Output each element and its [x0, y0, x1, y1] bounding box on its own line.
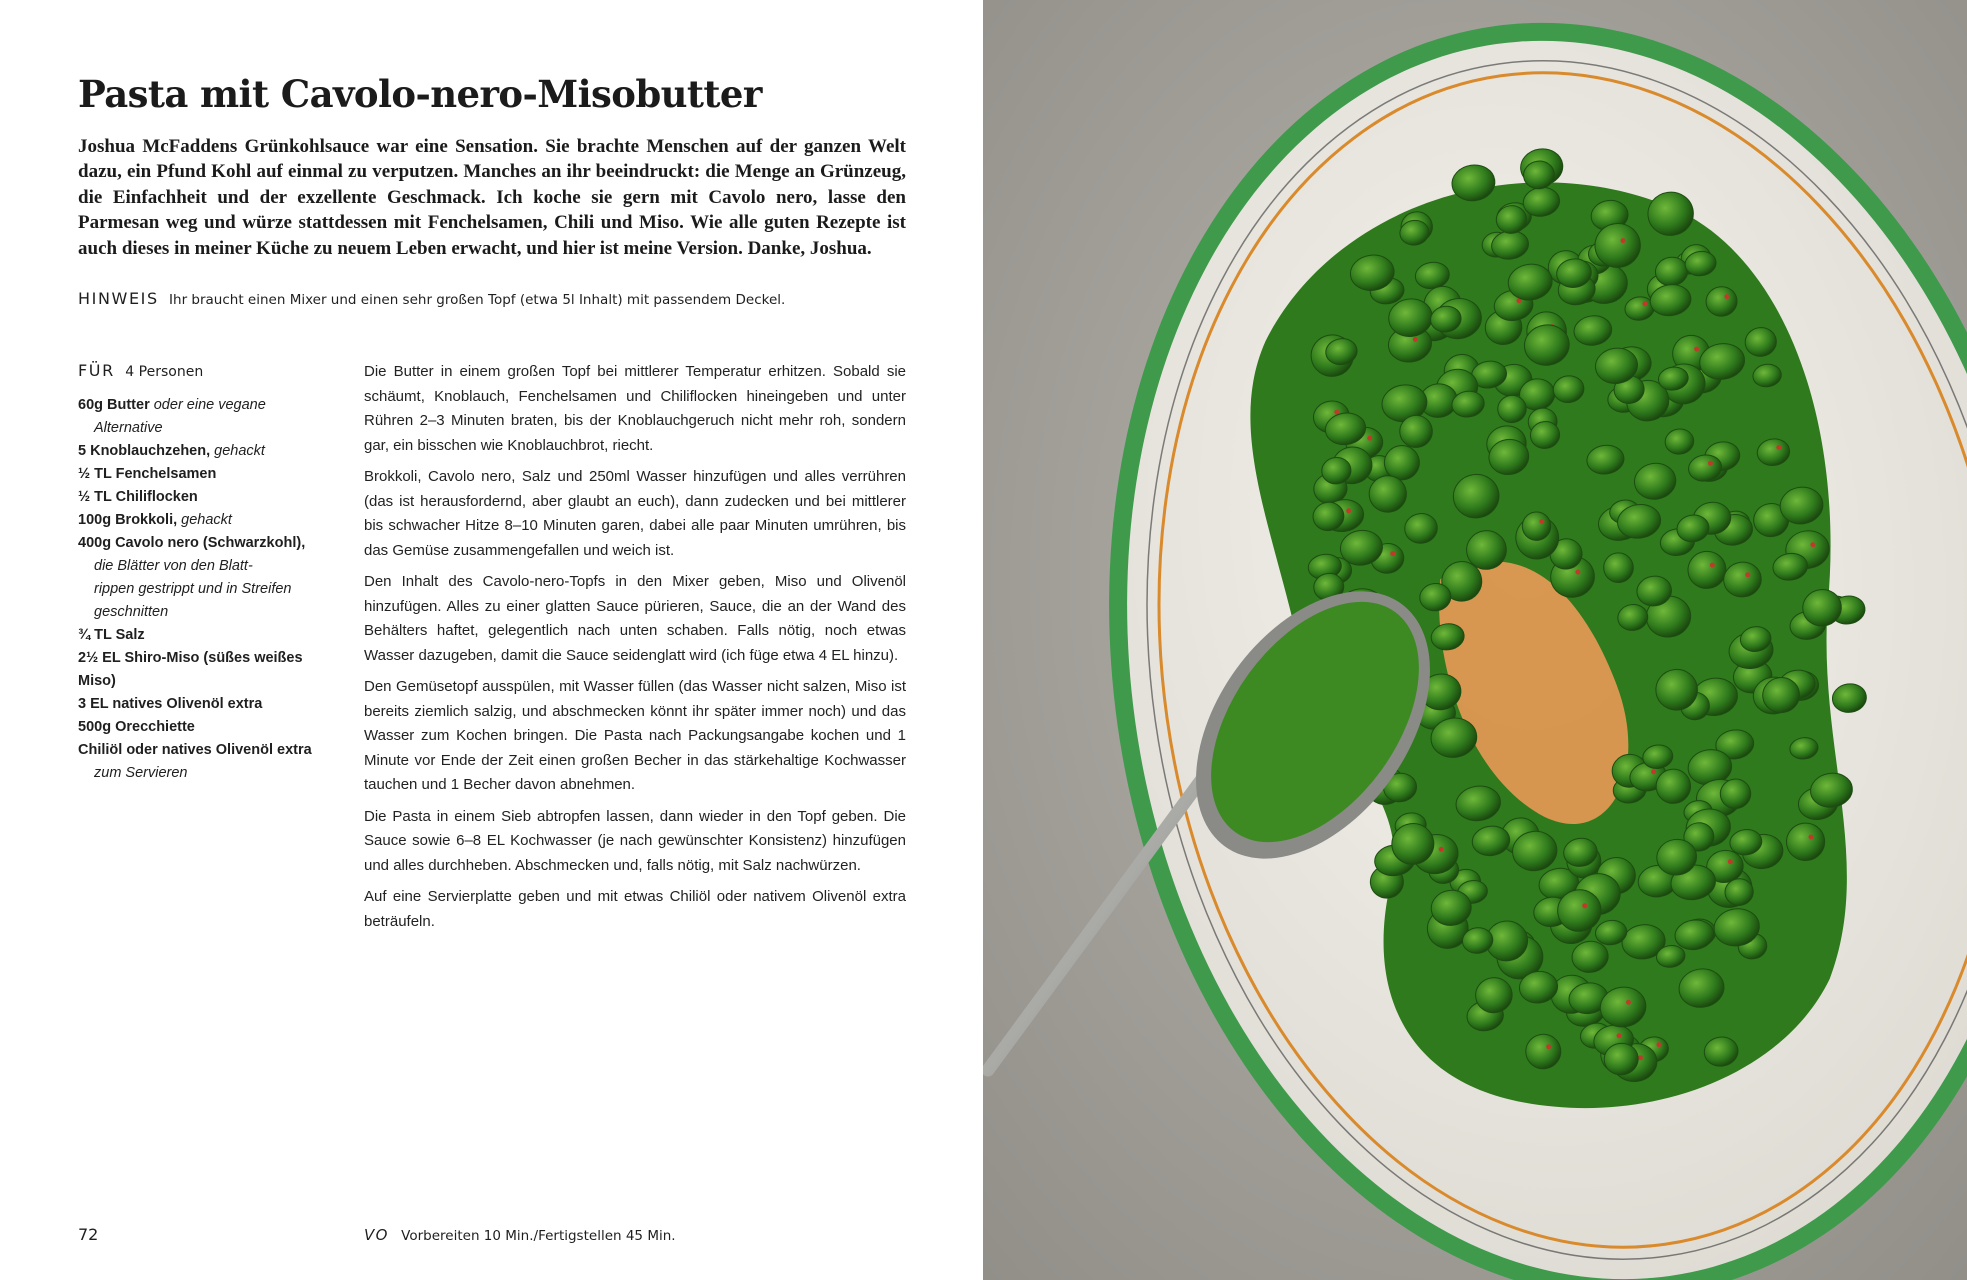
ingredient-note: gehackt: [210, 443, 265, 459]
ingredient-quantity: ½ TL Chiliflocken: [78, 489, 198, 505]
ingredient-item: die Blätter von den Blatt-: [94, 558, 253, 574]
ingredient-item: rippen gestrippt und in Streifen: [94, 581, 292, 597]
ingredient-quantity: ½ TL Fenchelsamen: [78, 466, 217, 482]
ingredient-quantity: 500g Orecchiette: [78, 719, 195, 735]
ingredient-item: [78, 693, 338, 716]
ingredient-item: [78, 716, 338, 739]
recipe-intro: Joshua McFaddens Grünkohlsauce war eine Sensation. Sie brachte Menschen auf der ganzen Welt dazu, ein Pfund Kohl auf einmal zu verputzen. Manches an ihr beeindruckt: die Menge an Grünzeug, die Einfachheit und der exzellente Geschmack. Ich koche sie gern mit Cavolo nero, lasse den Parmesan weg und würze stattdessen mit Fenchelsamen, Chili und Miso. Wie alle guten Rezepte ist auch dieses in meiner Küche zu neuem Leben erwacht, und hier ist meine Version. Danke, Joshua.: [78, 136, 906, 259]
ingredient-item: geschnitten: [94, 604, 169, 620]
ingredient-item: zum Servieren: [94, 765, 188, 781]
method-step: Die Pasta in einem Sieb abtropfen lassen, dann wieder in den Topf geben. Die Sauce sowie 6–8 EL Kochwasser (je nach gewünschter Konsistenz) hinzufügen und alles durchheben. Abschmecken und, falls nötig, mit Salz nachwürzen.: [364, 807, 906, 874]
ingredient-quantity: 5 Knoblauchzehen,: [78, 443, 211, 459]
ingredient-item: [78, 670, 338, 693]
ingredient-note: oder eine vegane: [149, 397, 266, 413]
ingredient-quantity: 60g Butter: [78, 397, 150, 413]
ingredient-item: [78, 739, 338, 762]
ingredient-item: [78, 647, 338, 670]
ingredient-item: [78, 486, 338, 509]
ingredient-note: gehackt: [177, 512, 232, 528]
servings-value: 4 Personen: [125, 364, 204, 380]
ingredient-quantity: 2½ EL Shiro-Miso (süßes weißes: [78, 650, 303, 666]
recipe-note: [78, 289, 938, 310]
page-number: 72: [78, 1225, 99, 1244]
note-label: HINWEIS: [78, 289, 159, 308]
prep-time-footer: [364, 1226, 676, 1244]
ingredient-quantity: Chiliöl oder natives Olivenöl extra: [78, 742, 312, 758]
ingredient-item: [78, 532, 338, 555]
method-steps: [364, 360, 906, 941]
ingredient-item: Alternative: [94, 420, 163, 436]
recipe-page: [0, 0, 983, 1280]
ingredient-item: [78, 440, 338, 463]
method-step: Auf eine Servierplatte geben und mit etwas Chiliöl oder nativem Olivenöl extra beträufeln.: [364, 888, 906, 930]
ingredient-item: [78, 509, 338, 532]
ingredient-list: [78, 394, 338, 785]
prep-time-text: Vorbereiten 10 Min./Fertigstellen 45 Min.: [401, 1228, 676, 1244]
recipe-title: Pasta mit Cavolo-nero-Misobutter: [78, 72, 762, 116]
dish-photo: [983, 0, 1967, 1280]
method-step: Die Butter in einem großen Topf bei mittlerer Temperatur erhitzen. Sobald sie schäumt, Knoblauch, Fenchelsamen und Chiliflocken hineingeben und unter Rühren 2–3 Minuten braten, bis der Knoblauchgeruch nicht mehr roh, sondern gar, ein bisschen wie Knoblauchbrot, riecht.: [364, 363, 906, 454]
ingredient-item: [78, 624, 338, 647]
ingredient-item: [78, 463, 338, 486]
prep-time-label: VO: [364, 1226, 389, 1244]
ingredient-item: [78, 394, 338, 417]
ingredient-quantity: 3 EL natives Olivenöl extra: [78, 696, 263, 712]
method-step: Den Inhalt des Cavolo-nero-Topfs in den Mixer geben, Miso und Olivenöl hinzufügen. Alles zu einer glatten Sauce pürieren, Sauce, die an der Wand des Behälters haftet, gelegentlich nach unten schaben. Falls nötig, noch etwas Wasser dazugeben, damit die Sauce seidenglatt wird (ich füge etwa 4 EL hinzu).: [364, 573, 906, 664]
ingredient-quantity: ¾ TL Salz: [78, 627, 145, 643]
pasta-plate-illustration: [983, 0, 1967, 1280]
ingredient-quantity: 100g Brokkoli,: [78, 512, 178, 528]
servings-label: FÜR: [78, 361, 115, 380]
ingredient-quantity: 400g Cavolo nero (Schwarzkohl),: [78, 535, 306, 551]
method-step: Brokkoli, Cavolo nero, Salz und 250ml Wasser hinzufügen und alles verrühren (das ist herausfordernd, aber glaubt an euch), dann zudecken und bei mittlerer bis schwacher Hitze 8–10 Minuten garen, dabei alle paar Minuten umrühren, bis das Gemüse zusammengefallen und weich ist.: [364, 468, 906, 559]
servings: [78, 361, 338, 382]
ingredient-quantity: Miso): [78, 673, 116, 689]
method-step: Den Gemüsetopf ausspülen, mit Wasser füllen (das Wasser nicht salzen, Miso ist bereits ziemlich salzig, und abschmecken könnt ihr später immer noch) und das Wasser zum Kochen bringen. Die Pasta nach Packungsangabe kochen und 1 Minute vor Ende der Zeit einen großen Becher in das stärkehaltige Kochwasser tauchen und 1 Becher davon abnehmen.: [364, 678, 906, 793]
note-text: Ihr braucht einen Mixer und einen sehr großen Topf (etwa 5l Inhalt) mit passendem Deckel.: [169, 292, 786, 308]
